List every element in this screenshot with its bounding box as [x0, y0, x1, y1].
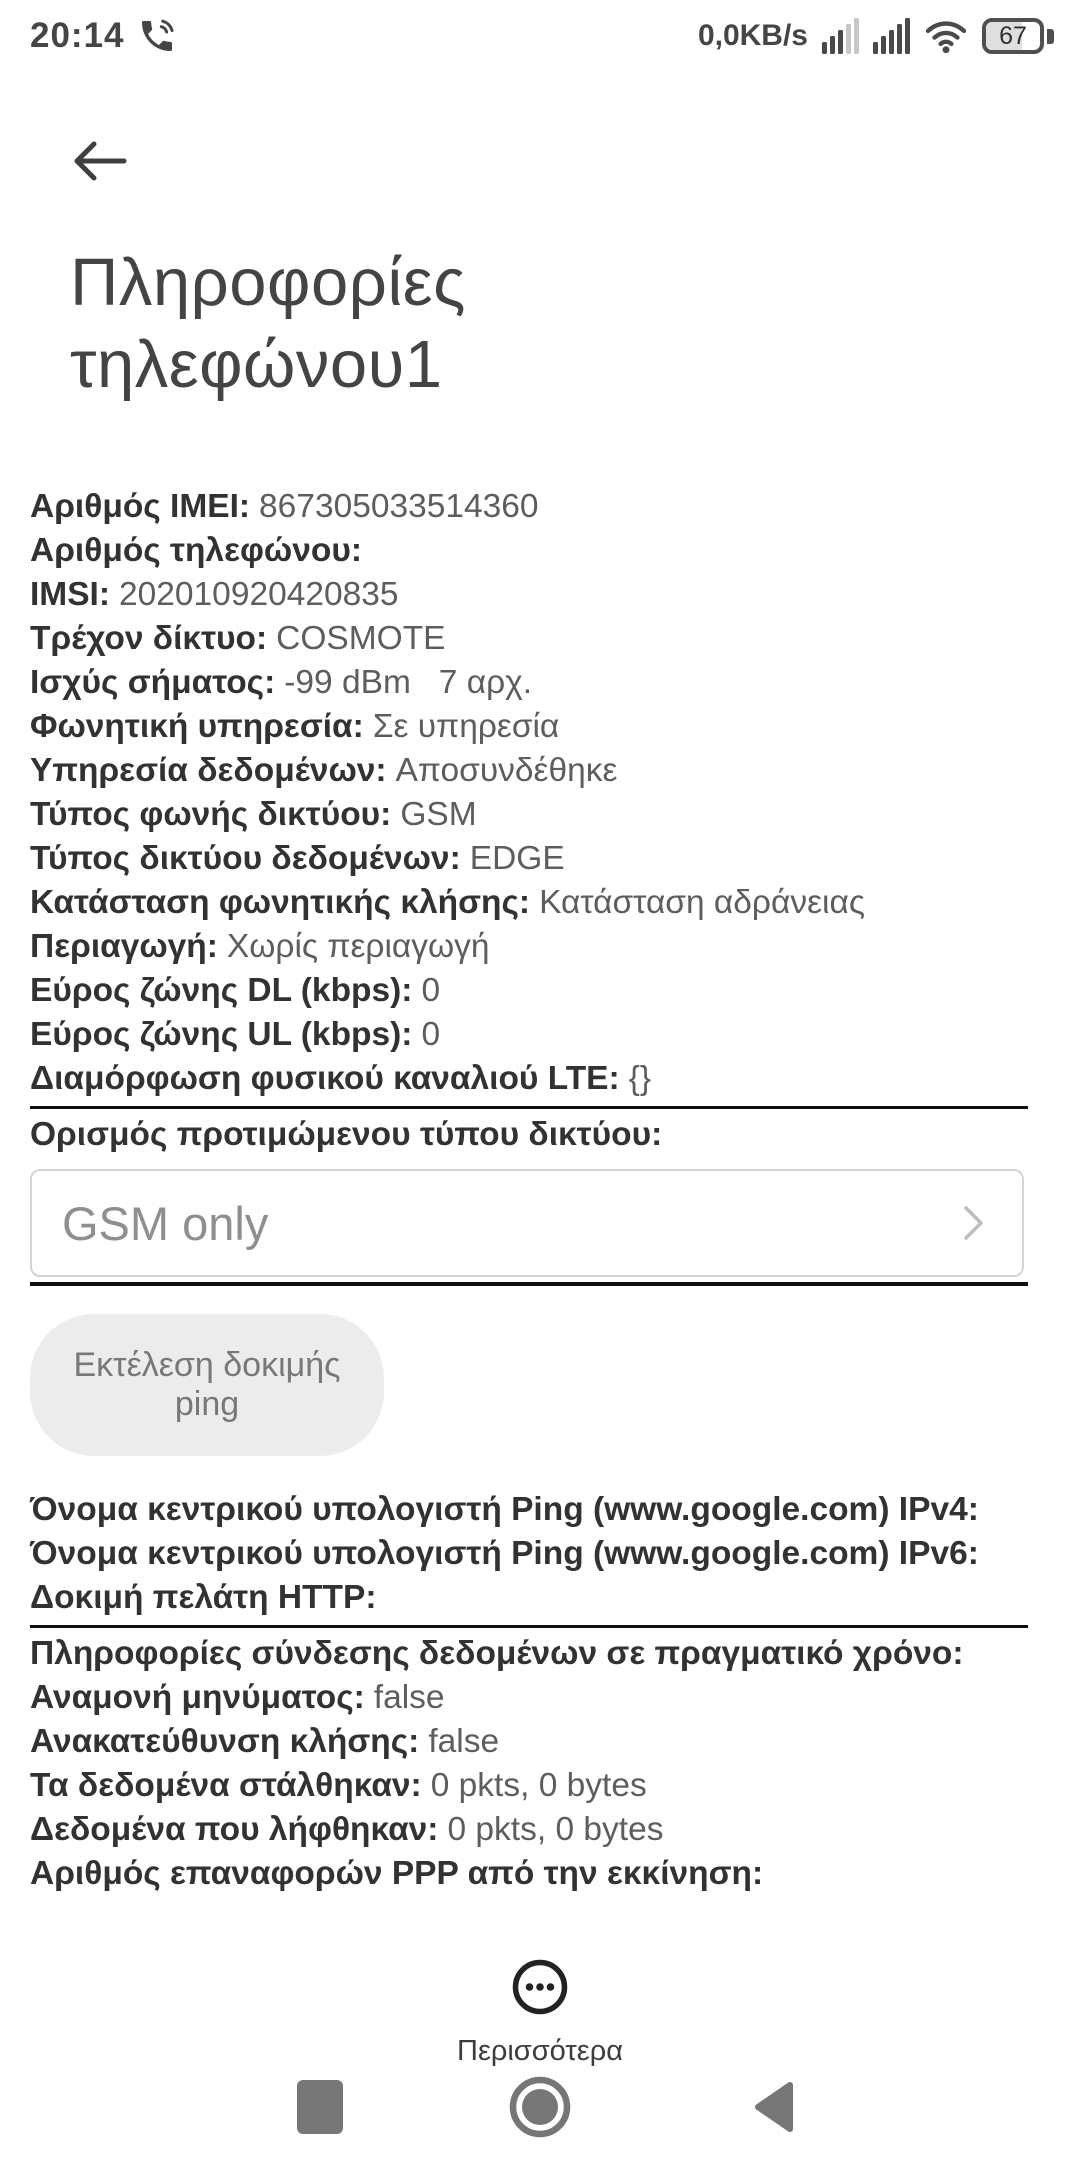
- mobile-signal-icon: [822, 18, 859, 54]
- info-row: Τρέχον δίκτυο: COSMOTE: [30, 620, 446, 658]
- home-icon: [508, 2075, 572, 2139]
- info-row: Περιαγωγή: Χωρίς περιαγωγή: [30, 928, 490, 966]
- info-row: Εύρος ζώνης UL (kbps): 0: [30, 1016, 441, 1054]
- wifi-icon: [924, 18, 968, 54]
- home-button[interactable]: [508, 2075, 572, 2139]
- info-row: IMSI: 202010920420835: [30, 576, 399, 614]
- info-row: Κατάσταση φωνητικής κλήσης: Κατάσταση αδράνειας: [30, 884, 865, 922]
- info-row: Αναμονή μηνύματος: false: [30, 1679, 445, 1717]
- info-row: Τα δεδομένα στάλθηκαν: 0 pkts, 0 bytes: [30, 1767, 647, 1805]
- info-row: Αριθμός επαναφορών PPP από την εκκίνηση:: [30, 1855, 764, 1893]
- run-ping-test-button[interactable]: Εκτέλεση δοκιμής ping: [30, 1314, 384, 1456]
- info-row: Ανακατεύθυνση κλήσης: false: [30, 1723, 500, 1761]
- page-title: Πληροφορίες τηλεφώνου1: [70, 245, 466, 402]
- network-speed: 0,0KB/s: [697, 19, 808, 52]
- phone-call-icon: [137, 16, 177, 56]
- preferred-network-select[interactable]: [30, 1169, 1024, 1277]
- back-arrow-icon: [70, 138, 128, 184]
- divider: [30, 1106, 1028, 1109]
- mobile-signal-icon: [873, 18, 910, 54]
- recents-icon: [297, 2080, 343, 2134]
- back-button[interactable]: [70, 138, 128, 184]
- info-row: Τύπος δικτύου δεδομένων: EDGE: [30, 840, 565, 878]
- battery-percent: 67: [999, 21, 1027, 50]
- info-row: Όνομα κεντρικού υπολογιστή Ping (www.google.com) IPv4:: [30, 1491, 979, 1529]
- info-row: Όνομα κεντρικού υπολογιστή Ping (www.google.com) IPv6:: [30, 1535, 979, 1573]
- chevron-right-icon: [962, 1203, 986, 1243]
- info-row: Αριθμός IMEI: 867305033514360: [30, 488, 539, 526]
- info-row: Δοκιμή πελάτη HTTP:: [30, 1579, 377, 1617]
- info-row: Δεδομένα που λήφθηκαν: 0 pkts, 0 bytes: [30, 1811, 664, 1849]
- preferred-network-label: Ορισμός προτιμώμενου τύπου δικτύου:: [30, 1116, 663, 1154]
- battery-icon: [982, 18, 1054, 54]
- realtime-header: Πληροφορίες σύνδεσης δεδομένων σε πραγματικό χρόνο:: [30, 1635, 964, 1673]
- info-row: Ισχύς σήματος: -99 dBm 7 αρχ.: [30, 664, 533, 702]
- status-bar: [0, 0, 1080, 64]
- divider: [30, 1625, 1028, 1628]
- info-row: Αριθμός τηλεφώνου:: [30, 532, 362, 570]
- divider: [30, 1282, 1028, 1286]
- navigation-bar: [0, 2072, 1080, 2142]
- selected-network-type: GSM only: [62, 1196, 269, 1250]
- ping-info-list: [30, 1488, 1050, 1896]
- back-triangle-icon: [752, 2081, 796, 2133]
- nav-back-button[interactable]: [752, 2081, 796, 2133]
- device-info-list: [30, 485, 1050, 1456]
- info-row: Υπηρεσία δεδομένων: Αποσυνδέθηκε: [30, 752, 618, 790]
- info-row: Εύρος ζώνης DL (kbps): 0: [30, 972, 441, 1010]
- recents-button[interactable]: [297, 2080, 343, 2134]
- clock: 20:14: [30, 16, 125, 55]
- info-row: Φωνητική υπηρεσία: Σε υπηρεσία: [30, 708, 560, 746]
- ellipsis-circle-icon: [511, 2003, 569, 2020]
- more-button[interactable]: [0, 1958, 1080, 2068]
- info-row: Τύπος φωνής δικτύου: GSM: [30, 796, 477, 834]
- more-label: Περισσότερα: [457, 2035, 623, 2068]
- info-row: Διαμόρφωση φυσικού καναλιού LTE: {}: [30, 1060, 652, 1098]
